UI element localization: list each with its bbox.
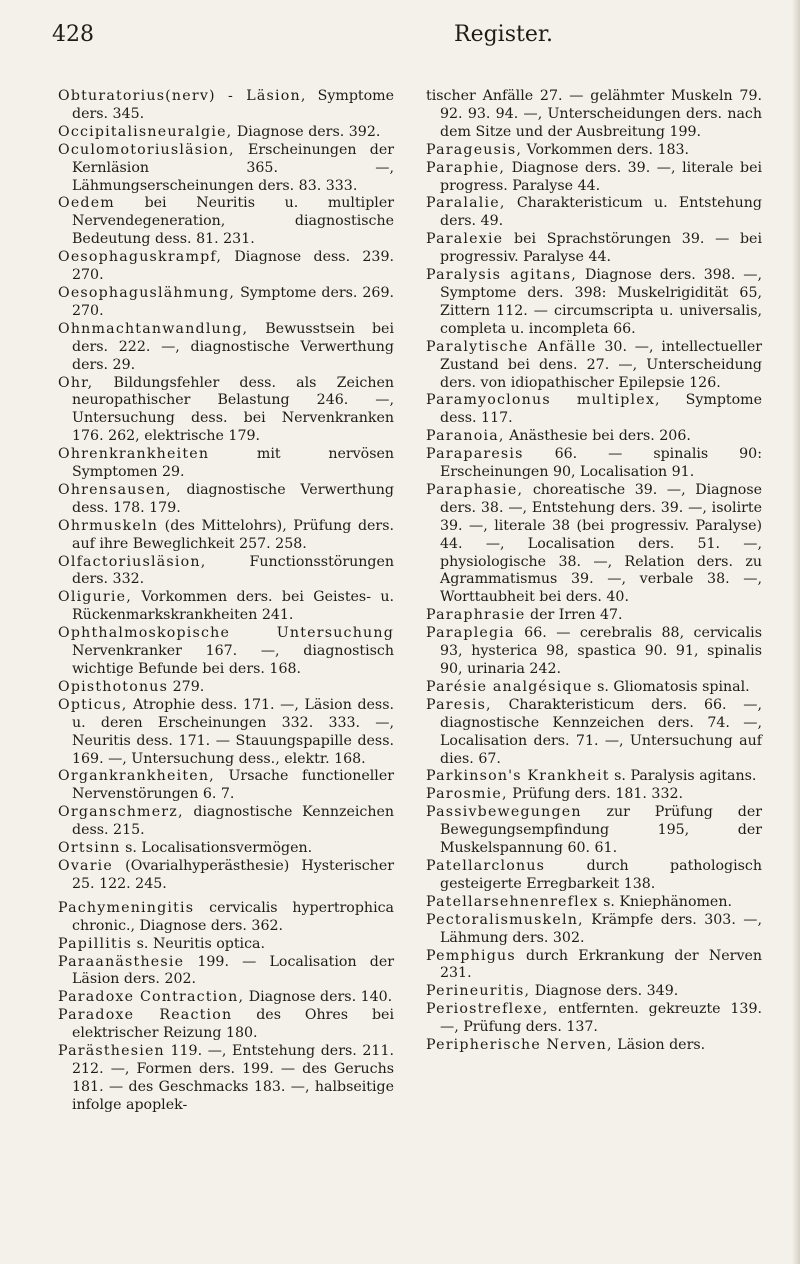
index-text: Krämpfe ders. 303. —, Lähmung ders. 302. <box>440 911 763 946</box>
index-entry <box>58 625 394 679</box>
index-text: (des Mittelohrs), Prüfung ders. auf ihre Beweglichkeit 257. 258. <box>72 517 394 552</box>
index-term: Parosmie, <box>426 786 508 803</box>
index-entry <box>58 589 394 625</box>
index-entry <box>58 840 394 858</box>
index-term: Paraphrasie <box>426 607 526 624</box>
index-entry <box>426 428 762 446</box>
index-entry <box>426 267 762 339</box>
index-term: Peripherische Nerven, <box>426 1037 613 1054</box>
index-entry <box>426 195 762 231</box>
index-text: Diagnose ders. 140. <box>248 989 393 1006</box>
index-text: Vorkommen ders. 183. <box>526 141 690 158</box>
index-entry <box>426 697 762 769</box>
index-text: Ursache functioneller Nervenstörungen 6. 7. <box>72 768 394 803</box>
index-term: Papillitis <box>58 935 133 952</box>
index-text: entfernten. gekreuzte 139. —, Prüfung ders. 137. <box>440 1001 762 1036</box>
index-entry <box>426 392 762 428</box>
index-text: 119. —, Entstehung ders. 211. 212. —, Formen ders. 199. — des Geruchs 181. — des Geschmacks 183. —, halbseitige infolge apoplek- <box>72 1043 394 1113</box>
index-term: Oedem <box>58 195 115 212</box>
index-entry <box>58 195 394 249</box>
page-title: Register. <box>454 22 553 47</box>
index-text: Anästhesie bei ders. 206. <box>509 428 691 445</box>
index-entry <box>58 482 394 518</box>
index-term: Paramyoclonus multiplex, <box>426 392 661 409</box>
index-text: Prüfung ders. 181. 332. <box>512 786 684 803</box>
index-term: Ohrenkrankheiten <box>58 446 210 463</box>
index-entry <box>426 88 762 142</box>
index-term: Pectoralismuskeln, <box>426 911 584 928</box>
index-text: Läsion ders. <box>617 1037 706 1054</box>
index-entry <box>58 804 394 840</box>
index-text: Diagnose dess. 239. 270. <box>72 249 394 284</box>
index-entry <box>426 160 762 196</box>
index-text: zur Prüfung der Bewegungsempfindung 195, der Muskelspannung 60. 61. <box>440 804 763 857</box>
index-text: 30. —, intellectueller Zustand bei dens. 27. —, Unterscheidung ders. von idiopathischer Epilepsie 126. <box>440 338 763 391</box>
index-entry <box>58 142 394 196</box>
index-term: Ohnmachtanwandlung, <box>58 320 249 337</box>
index-entry <box>426 912 762 948</box>
index-term: Opticus, <box>58 696 128 713</box>
index-entry <box>426 894 762 912</box>
index-text: Charakteristicum u. Entstehung ders. 49. <box>440 195 762 230</box>
index-term: Perineuritis, <box>426 983 531 1000</box>
index-text: durch Erkrankung der Nerven 231. <box>440 947 762 982</box>
index-entry <box>58 936 394 954</box>
index-term: Olfactoriusläsion, <box>58 553 207 570</box>
index-text: Nervenkranker 167. —, diagnostisch wichtige Befunde bei ders. 168. <box>72 643 394 677</box>
index-term: Patellarsehnenreflex <box>426 893 599 910</box>
index-term: Paraparesis <box>426 446 524 463</box>
index-term: Paralysis agitans, <box>426 267 577 284</box>
index-text: 66. — cerebralis 88, cervicalis 93, hysterica 98, spastica 90. 91, spinalis 90, urinaria 242. <box>440 625 762 677</box>
index-entry <box>426 446 762 482</box>
index-text: tischer Anfälle 27. — gelähmter Muskeln 79. 92. 93. 94. —, Unterscheidungen ders. nach dem Sitze und der Ausbreitung 199. <box>426 88 762 140</box>
index-text: s. Neuritis optica. <box>136 935 266 952</box>
index-term: Paralexie <box>426 231 504 248</box>
index-entry <box>58 446 394 482</box>
index-text: choreatische 39. —, Diagnose ders. 38. —, Entstehung ders. 39. —, isolirte 39. —, literale 38 (bei progressiv. Paralyse) 44. —, Localisation ders. 51. —, physiologische 38. —, Relation ders. zu Agrammatismus 39. —, verbale 38. —, Worttaubheit bei ders. 40. <box>440 481 763 606</box>
index-term: Organkrankheiten, <box>58 768 215 785</box>
index-text: Symptome ders. 269. 270. <box>72 284 394 319</box>
index-entry <box>58 285 394 321</box>
index-term: Ovarie <box>58 857 114 874</box>
index-entry <box>426 804 762 858</box>
index-term: Ohrensausen, <box>58 481 172 498</box>
index-entry <box>426 948 762 984</box>
index-entry <box>426 679 762 697</box>
index-term: Paresis, <box>426 696 492 713</box>
index-text: s. Gliomatosis spinal. <box>597 678 750 695</box>
index-term: Pemphigus <box>426 947 516 964</box>
index-term: Ohrmuskeln <box>58 517 159 534</box>
index-term: Opisthotonus <box>58 678 169 695</box>
index-term: Paranoia, <box>426 428 505 445</box>
index-entry <box>426 142 762 160</box>
index-term: Oesophaguskrampf, <box>58 249 223 266</box>
index-entry <box>58 768 394 804</box>
index-text: mit nervösen Symptomen 29. <box>72 446 395 481</box>
index-entry <box>58 1043 394 1115</box>
index-text: bei Neuritis u. multipler Nervendegeneration, diagnostische Bedeutung dess. 81. 231. <box>72 195 394 248</box>
index-entry <box>426 607 762 625</box>
page-number: 428 <box>52 22 94 47</box>
index-term: Paradoxe Contraction, <box>58 989 245 1006</box>
index-entry <box>58 900 394 936</box>
index-text: (Ovarialhyperästhesie) Hysterischer 25. 122. 245. <box>72 857 394 892</box>
index-entry <box>426 858 762 894</box>
index-term: Oculomotoriusläsion, <box>58 141 235 158</box>
index-entry <box>58 989 394 1007</box>
index-text: Vorkommen ders. bei Geistes- u. Rückenmarkskrankheiten 241. <box>72 589 394 624</box>
index-entry <box>58 124 394 142</box>
index-entry <box>426 339 762 393</box>
index-entry <box>58 697 394 769</box>
index-text: Functionsstörungen ders. 332. <box>72 553 394 588</box>
index-term: Paraphie, <box>426 159 506 176</box>
index-entry <box>58 375 394 447</box>
index-text: 279. <box>172 678 205 695</box>
index-term: Paralalie, <box>426 195 506 212</box>
page-header <box>0 22 800 62</box>
right-column <box>426 88 762 1055</box>
index-term: Parésie analgésique <box>426 678 593 695</box>
left-column <box>58 88 394 1115</box>
index-term: Organschmerz, <box>58 804 184 821</box>
index-text: Bildungsfehler dess. als Zeichen neuropathischer Belastung 246. —, Untersuchung dess. bei Nervenkranken 176. 262, elektrische 179. <box>72 374 394 445</box>
index-term: Ohr, <box>58 374 94 391</box>
index-term: Passivbewegungen <box>426 804 582 821</box>
index-entry <box>58 321 394 375</box>
index-text: der Irren 47. <box>530 607 623 624</box>
index-text: Diagnose ders. 398. —, Symptome ders. 398: Muskelrigidität 65, Zittern 112. — circumscripta u. universalis, completa u. incompleta 66. <box>440 267 762 337</box>
index-text: Atrophie dess. 171. —, Läsion dess. u. deren Erscheinungen 332. 333. —, Neuritis dess. 171. — Stauungspapille dess. 169. —, Untersuchung dess., elektr. 168. <box>72 696 394 767</box>
index-entry <box>426 768 762 786</box>
index-term: Obturatorius(nerv) - Läsion, <box>58 88 307 104</box>
index-term: Occipitalisneuralgie, <box>58 123 233 140</box>
index-term: Ophthalmoskopische Untersuchung <box>58 625 394 642</box>
index-entry <box>426 231 762 267</box>
index-entry <box>426 983 762 1001</box>
index-term: Periostreflexe, <box>426 1001 549 1018</box>
index-term: Paraplegia <box>426 625 515 642</box>
index-entry <box>58 88 394 124</box>
index-term: Oligurie, <box>58 589 132 606</box>
index-term: Parageusis, <box>426 141 523 158</box>
index-text: Symptome dess. 117. <box>440 392 763 427</box>
index-text: 199. — Localisation der Läsion ders. 202. <box>72 953 394 988</box>
index-entry <box>58 554 394 590</box>
index-entry <box>426 625 762 679</box>
index-text: durch pathologisch gesteigerte Erregbarkeit 138. <box>440 857 763 892</box>
index-entry <box>426 786 762 804</box>
index-text: diagnostische Kennzeichen dess. 215. <box>72 804 395 839</box>
index-text: 66. — spinalis 90: Erscheinungen 90, Localisation 91. <box>440 446 762 481</box>
index-text: Diagnose ders. 349. <box>534 983 679 1000</box>
index-term: Pachymeningitis <box>58 899 195 916</box>
index-text: Charakteristicum ders. 66. —, diagnostische Kennzeichen ders. 74. —, Localisation ders. 71. —, Untersuchung auf dies. 67. <box>440 696 762 767</box>
index-entry <box>426 1037 762 1055</box>
index-text: diagnostische Verwerthung dess. 178. 179. <box>72 481 394 516</box>
index-term: Ortsinn <box>58 840 121 857</box>
index-entry <box>58 249 394 285</box>
index-entry <box>58 679 394 697</box>
index-entry <box>58 1007 394 1043</box>
index-text: s. Kniephänomen. <box>603 893 732 910</box>
index-text: Erscheinungen der Kernläsion 365. —, Lähmungserscheinungen ders. 83. 333. <box>72 141 394 194</box>
index-text: Diagnose ders. 392. <box>236 123 381 140</box>
index-text: s. Paralysis agitans. <box>614 768 757 785</box>
index-text: Symptome ders. 345. <box>72 88 394 122</box>
index-entry <box>426 482 762 607</box>
index-term: Oesophaguslähmung, <box>58 284 236 301</box>
index-term: Parkinson's Krankheit <box>426 768 610 785</box>
index-term: Paraphasie, <box>426 481 524 498</box>
index-term: Patellarclonus <box>426 857 546 874</box>
index-entry <box>58 954 394 990</box>
index-term: Paradoxe Reaction <box>58 1007 233 1024</box>
index-text: bei Sprachstörungen 39. — bei progressiv. Paralyse 44. <box>440 231 762 266</box>
index-entry <box>426 1001 762 1037</box>
index-term: Parästhesien <box>58 1043 165 1060</box>
index-text: Bewusstsein bei ders. 222. —, diagnostische Verwerthung ders. 29. <box>72 320 394 373</box>
index-entry <box>58 858 394 894</box>
page-edge-shadow <box>792 0 800 1264</box>
index-term: Paraanästhesie <box>58 953 185 970</box>
index-term: Paralytische Anfälle <box>426 338 597 355</box>
index-text: des Ohres bei elektrischer Reizung 180. <box>72 1007 394 1042</box>
index-text: Diagnose ders. 39. —, literale bei progress. Paralyse 44. <box>440 159 762 194</box>
index-text: cervicalis hypertrophica chronic., Diagnose ders. 362. <box>72 899 395 934</box>
index-text: s. Localisationsvermögen. <box>125 840 313 857</box>
index-entry <box>58 518 394 554</box>
